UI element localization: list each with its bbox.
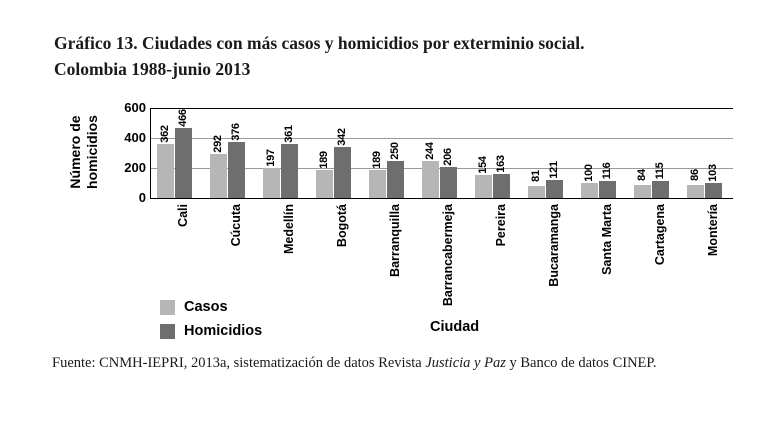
bar-value-casos-bogota: 189 [318,151,330,169]
bar-homicidios-pereira[interactable] [493,174,510,198]
bar-group-monteria [681,108,734,198]
bar-casos-bogota[interactable] [316,170,333,198]
legend-item-casos[interactable] [160,295,262,319]
bar-value-homicidios-monteria: 103 [707,164,719,182]
bar-group-pereira [469,108,522,198]
bar-value-homicidios-medellin: 361 [283,125,295,143]
bar-group-cartagena [628,108,681,198]
bar-value-homicidios-barrancabermeja: 206 [442,148,454,166]
legend-item-homicidios[interactable] [160,319,262,343]
chart-container: Número de homicidios 600 400 200 0 362 466 292 376 197 361 189 342 189 250 244 206 154 163 81 121 100 116 84 115 86 103 Cali Cúcuta Medellín Bogotá Barranquilla Barrancabermeja Pereira Bucaramanga Santa Marta Cartagena Montería Casos Homicidios Ciudad [40,100,720,345]
bar-value-homicidios-pereira: 163 [495,155,507,173]
bar-value-casos-cartagena: 84 [636,169,648,181]
legend-swatch-casos [160,300,175,315]
y-tick-400: 400 [124,130,146,145]
bar-group-barranquilla [363,108,416,198]
bar-group-bogota [310,108,363,198]
bar-casos-medellin[interactable] [263,168,280,198]
source-note [52,352,712,374]
bar-value-casos-cucuta: 292 [212,135,224,153]
bar-value-homicidios-bucaramanga: 121 [548,161,560,179]
bar-value-casos-medellin: 197 [265,149,277,167]
bars-layer [151,108,733,198]
bar-value-casos-pereira: 154 [477,156,489,174]
bar-group-medellin [257,108,310,198]
bar-value-casos-santa-marta: 100 [583,164,595,182]
legend [160,295,262,343]
bar-value-casos-bucaramanga: 81 [530,170,542,182]
bar-homicidios-cali[interactable] [175,128,192,198]
bar-group-barrancabermeja [416,108,469,198]
legend-label-casos: Casos [184,299,228,315]
bar-homicidios-medellin[interactable] [281,144,298,198]
bar-casos-cali[interactable] [157,144,174,198]
bar-casos-pereira[interactable] [475,175,492,198]
bar-homicidios-bucaramanga[interactable] [546,180,563,198]
bar-homicidios-bogota[interactable] [334,147,351,198]
bar-value-casos-barrancabermeja: 244 [424,142,436,160]
y-tick-200: 200 [124,160,146,175]
bar-value-homicidios-barranquilla: 250 [389,142,401,160]
bar-value-casos-monteria: 86 [689,169,701,181]
y-axis-title: Número de homicidios [67,115,100,189]
bar-value-casos-barranquilla: 189 [371,151,383,169]
bar-casos-bucaramanga[interactable] [528,186,545,198]
bar-group-bucaramanga [522,108,575,198]
bar-casos-barranquilla[interactable] [369,170,386,198]
bar-casos-monteria[interactable] [687,185,704,198]
source-italic: Justicia y Paz [425,355,506,371]
bar-value-homicidios-bogota: 342 [336,128,348,146]
source-prefix: Fuente: CNMH-IEPRI, 2013a, sistematización de datos Revista [52,355,426,371]
bar-homicidios-monteria[interactable] [705,183,722,198]
bar-group-santa-marta [575,108,628,198]
y-tick-600: 600 [124,100,146,115]
gridline-0 [150,198,733,199]
bar-casos-cartagena[interactable] [634,185,651,198]
bar-casos-santa-marta[interactable] [581,183,598,198]
legend-label-homicidios: Homicidios [184,323,263,339]
x-axis-title: Ciudad [430,319,480,335]
bar-group-cucuta [204,108,257,198]
source-suffix: y Banco de datos CINEP. [505,355,657,371]
y-tick-0: 0 [138,190,146,205]
page-title: Gráfico 13. Ciudades con más casos y homicidios por exterminio social. Colombia 1988-junio 2013 [54,33,585,79]
bar-group-cali [151,108,204,198]
legend-swatch-homicidios [160,324,175,339]
bar-value-casos-cali: 362 [159,125,171,143]
bar-casos-barrancabermeja[interactable] [422,161,439,198]
bar-homicidios-cucuta[interactable] [228,142,245,198]
bar-value-homicidios-cartagena: 115 [654,162,666,180]
bar-homicidios-santa-marta[interactable] [599,181,616,198]
bar-value-homicidios-santa-marta: 116 [601,162,613,180]
bar-homicidios-barranquilla[interactable] [387,161,404,198]
bar-homicidios-cartagena[interactable] [652,181,669,198]
bar-value-homicidios-cali: 466 [177,109,189,127]
bar-homicidios-barrancabermeja[interactable] [440,167,457,198]
bar-casos-cucuta[interactable] [210,154,227,198]
bar-value-homicidios-cucuta: 376 [230,123,242,141]
